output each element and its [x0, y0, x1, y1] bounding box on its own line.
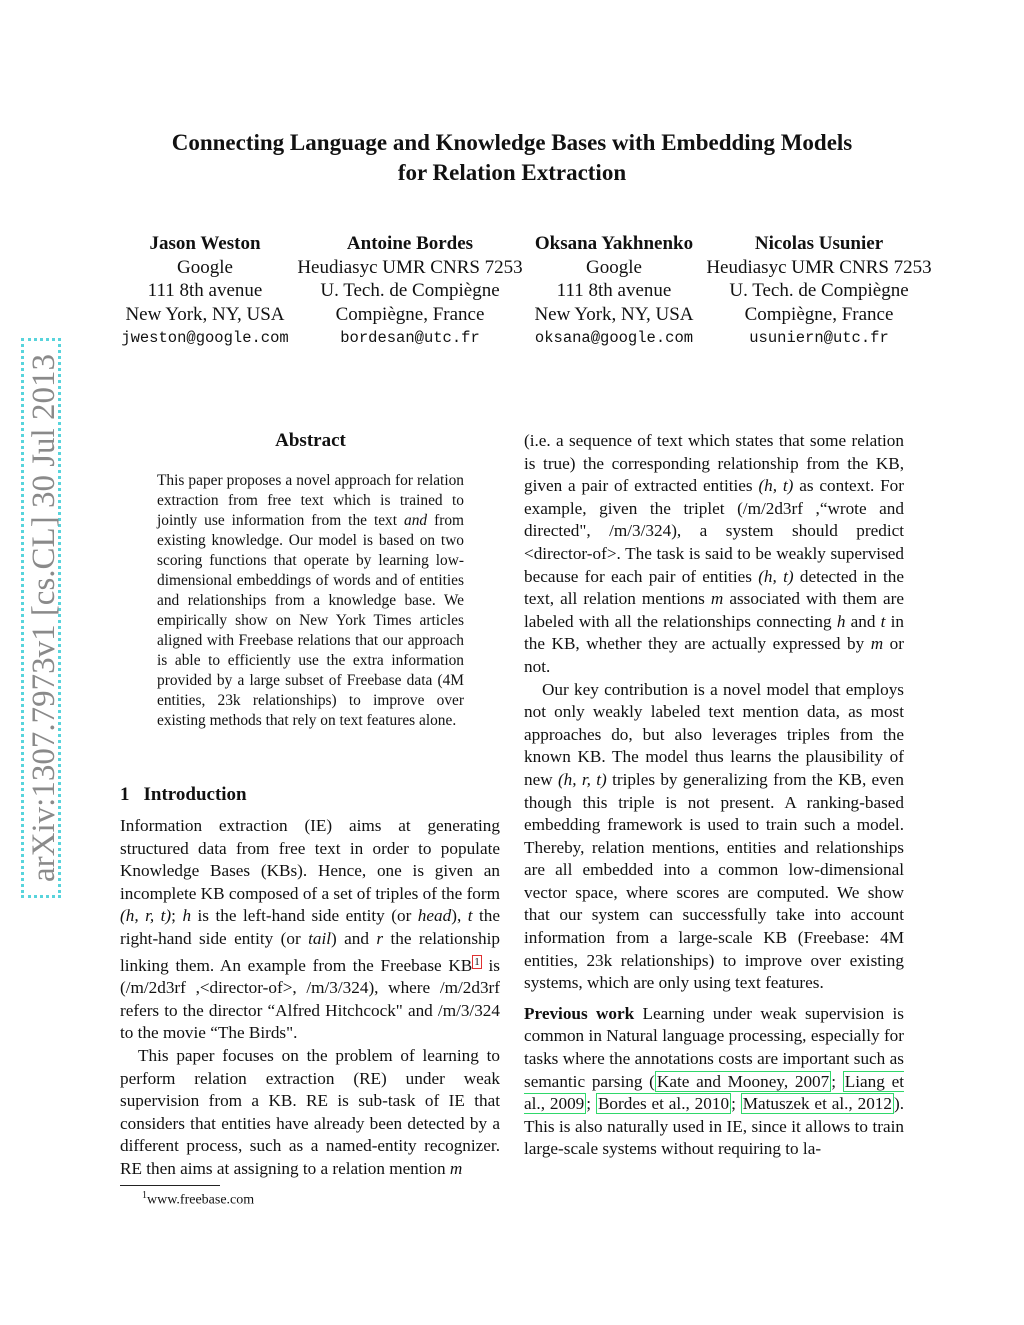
math-variable: m	[449, 1158, 463, 1178]
section-title: Introduction	[143, 784, 247, 805]
footnote	[142, 1190, 254, 1209]
text-run: detected in the text, all relation mentions	[524, 566, 904, 609]
author-affiliation: Heudiasyc UMR CNRS 7253	[297, 256, 523, 278]
text-run: as context. For example, given the triplet (/m/2d3rf ,“wrote and directed", /m/3/324), a system should predict <director-of>. The task is said to be weakly supervised because for each pair of entities	[524, 476, 904, 586]
math-variable: h	[182, 906, 192, 926]
text-run: ;	[586, 1094, 596, 1114]
author-email: oksana@google.com	[534, 329, 694, 347]
title-line-2: for Relation Extraction	[397, 160, 627, 185]
math-variable: t	[467, 906, 473, 926]
text-run: the relationship linking them. An example from the Freebase KB	[120, 928, 500, 975]
author-address: New York, NY, USA	[534, 303, 694, 325]
section-number: 1	[120, 784, 130, 805]
abstract-text-emphasis: and	[404, 512, 428, 529]
right-column-body	[524, 430, 904, 1161]
paper-title	[112, 128, 912, 188]
math-variable: t	[880, 611, 886, 631]
footnote-link[interactable]: 1	[474, 955, 480, 968]
math-variable: m	[870, 634, 884, 654]
author-block	[699, 232, 939, 351]
paragraph	[120, 1045, 500, 1181]
text-run: in the KB, whether they are actually expressed by	[524, 611, 904, 654]
author-name: Nicolas Usunier	[754, 233, 884, 254]
title-line-1: Connecting Language and Knowledge Bases with Embedding Models	[171, 130, 853, 155]
text-run: This paper focuses on the problem of learning to perform relation extraction (RE) under weak supervision from a KB. RE is sub-task of IE that considers that entities have already been detected by a different process, such as a named-entity recognizer. RE then aims at assigning to a relation mention	[120, 1045, 500, 1178]
footnote-rule	[120, 1185, 220, 1186]
emphasis: head	[417, 906, 452, 926]
author-address: Compiègne, France	[744, 303, 894, 325]
text-run: ),	[451, 906, 468, 926]
author-address: New York, NY, USA	[125, 303, 285, 325]
math-variable: r	[376, 928, 384, 948]
text-run: Information extraction (IE) aims at generating structured data from free text in order to populate Knowledge Bases (KBs). Hence, one is given an incomplete KB composed of a set of triples of the form	[120, 816, 500, 903]
author-email: jweston@google.com	[121, 329, 289, 347]
text-run: (i.e. a sequence of text which states that some relation is true) the corresponding relationship from the KB, given a pair of extracted entities	[524, 431, 904, 496]
author-block	[105, 232, 305, 351]
author-name: Antoine Bordes	[346, 233, 474, 254]
author-block	[290, 232, 530, 351]
author-address: 111 8th avenue	[147, 280, 263, 301]
citation-link[interactable]: Kate and Mooney, 2007	[656, 1071, 830, 1091]
abstract-text: from existing knowledge. Our model is based on two scoring functions that operate by learning low-dimensional embeddings of words and of entities and relationships from a knowledge base. We empirically show on New York Times articles aligned with Freebase relations that our approach is able to efficiently use the extra information provided by a large subset of Freebase data (4M entities, 23k relationships) to improve over existing methods that rely on text features alone.	[157, 512, 464, 729]
author-address: Compiègne, France	[335, 303, 485, 325]
author-address: U. Tech. de Compiègne	[729, 280, 909, 301]
text-run: is the left-hand side entity (or	[191, 906, 418, 926]
text-run: Our key contribution is a novel model that employs not only weakly labeled text mention data, as most approaches do, but also leverages triples from the known KB. The model thus learns the plausibility of new	[524, 679, 904, 789]
math-pair: (h, t)	[758, 566, 794, 586]
author-block	[519, 232, 709, 351]
text-run: is (/m/2d3rf ,<director-of>, /m/3/324), where /m/2d3rf refers to the director “Alfred Hitchcock" and /m/3/324 to the movie “The Birds".	[120, 955, 500, 1043]
section-heading-introduction	[120, 784, 247, 806]
text-run: ;	[731, 1094, 741, 1114]
emphasis: tail	[308, 928, 331, 948]
author-address: 111 8th avenue	[556, 280, 672, 301]
text-run: ) and	[331, 928, 377, 948]
text-run: triples by generalizing from the KB, even though this triple is not present. A ranking-based embedding framework is used to train such a model. Thereby, relation mentions, entities and relationships are all embedded into a common low-dimensional vector space, where scores are computed. We show that our system can successfully take into account information from a large-scale KB (Freebase: 4M entities, 23k relationships) to improve over existing systems, which are only using text features.	[524, 769, 904, 993]
paragraph	[524, 679, 904, 995]
run-in-heading: Previous work	[524, 1003, 635, 1023]
author-email: usuniern@utc.fr	[749, 329, 889, 347]
author-name: Oksana Yakhnenko	[534, 233, 694, 254]
text-run: ;	[171, 906, 183, 926]
footnote-mark: 1	[142, 1190, 147, 1201]
author-affiliation: Google	[177, 256, 233, 278]
citation-link[interactable]: Bordes et al., 2010	[597, 1094, 730, 1114]
author-email: bordesan@utc.fr	[340, 329, 480, 347]
math-variable: h	[836, 611, 846, 631]
text-run: Learning under weak supervision is common in Natural language processing, especially for tasks where the annotations costs are important such as semantic parsing (	[524, 1003, 904, 1091]
arxiv-identifier-stamp: arXiv:1307.7973v1 [cs.CL] 30 Jul 2013	[21, 338, 61, 898]
math-variable: m	[710, 589, 724, 609]
abstract-heading: Abstract	[275, 430, 346, 451]
text-run: associated with them are labeled with all the relationships connecting	[524, 589, 904, 631]
paragraph	[524, 1003, 904, 1161]
author-affiliation: Heudiasyc UMR CNRS 7253	[706, 256, 932, 278]
author-affiliation: Google	[586, 256, 642, 278]
text-run: or not.	[524, 634, 904, 676]
math-triple: (h, r, t)	[120, 906, 172, 926]
math-pair: (h, t)	[758, 476, 794, 496]
text-run: ). This is also naturally used in IE, since it allows to train large-scale systems without requiring to la-	[524, 1094, 905, 1159]
text-run: ;	[831, 1071, 843, 1091]
left-column-body	[120, 815, 500, 1181]
text-run: the right-hand side entity (or	[120, 906, 500, 948]
math-triple: (h, r, t)	[557, 769, 607, 789]
abstract-text: This paper proposes a novel approach for relation extraction from free text which is trained to jointly use information from the text	[157, 472, 464, 529]
paragraph	[120, 815, 500, 1045]
citation-link[interactable]: Liang et al., 2009	[524, 1071, 905, 1114]
paragraph	[524, 430, 904, 679]
abstract-body	[157, 471, 464, 731]
author-address: U. Tech. de Compiègne	[320, 280, 500, 301]
text-run: and	[845, 611, 881, 631]
citation-link[interactable]: Matuszek et al., 2012	[742, 1094, 892, 1114]
footnote-text: www.freebase.com	[147, 1192, 255, 1208]
author-name: Jason Weston	[149, 233, 261, 254]
